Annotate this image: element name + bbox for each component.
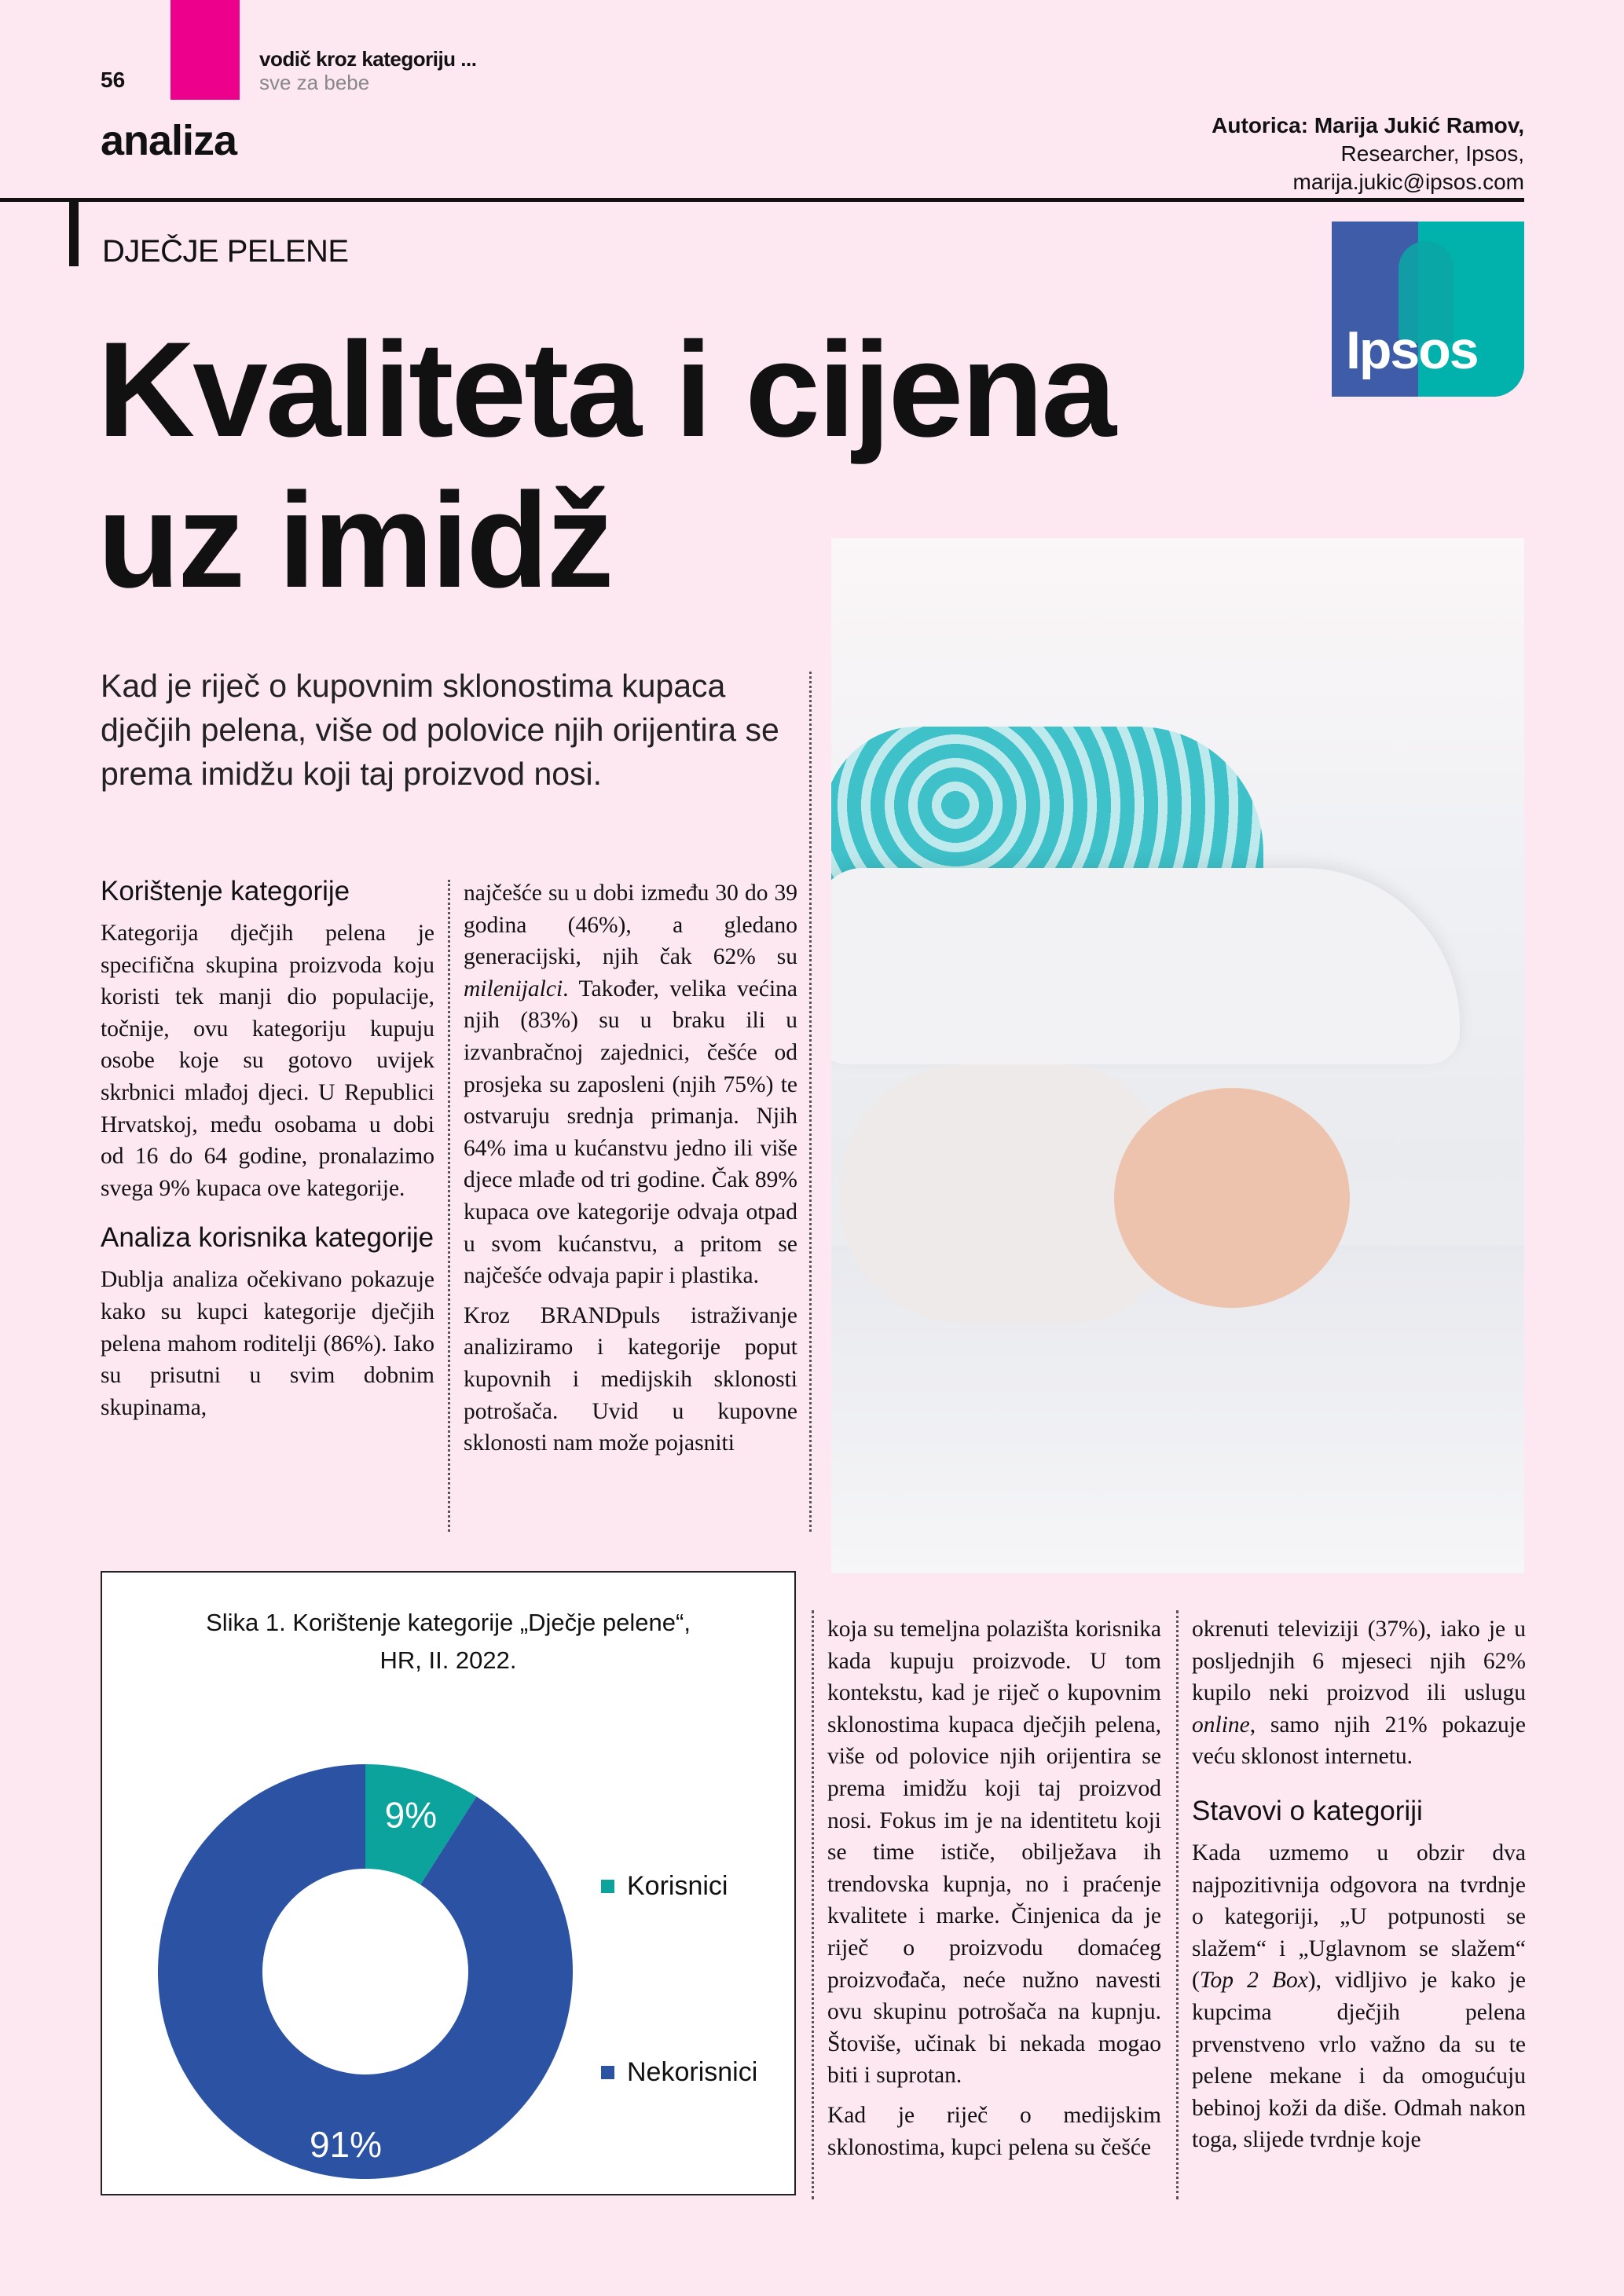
- legend-item-korisnici: Korisnici: [601, 1871, 728, 1902]
- paragraph: Kada uzmemo u obzir dva najpozitivnija odgovora na tvrdnje o kategoriji, „U potpunosti se slažem“ i „Uglavnom se slažem“ (Top 2 Box), vidljivo je kako je kupcima dječjih pelena prvenstveno vrlo važno da su te pelene mekane i da omogućuju bebinoj koži da diše. Odmah nakon toga, slijede tvrdnje koje: [1192, 1840, 1527, 2153]
- header-divider: [0, 198, 1524, 202]
- text-column-3: [827, 1613, 1161, 2171]
- paragraph: Kad je riječ o medijskim sklonostima, kupci pelena su češće: [827, 2102, 1161, 2160]
- data-label-korisnici: 9%: [384, 1794, 438, 1836]
- paragraph: okrenuti televiziji (37%), iako je u posljednjih 6 mjeseci njih 62% kupilo neki proizvod ili uslugu online, samo njih 21% pokazuje veću sklonost internetu.: [1192, 1617, 1526, 1770]
- subheading: Analiza korisnika kategorije: [101, 1222, 434, 1254]
- page-number: 56: [101, 68, 126, 92]
- donut-slice-nekorisnici: [158, 1764, 573, 2179]
- subheading: Stavovi o kategoriji: [1192, 1795, 1423, 1826]
- text-column-2: [464, 877, 797, 1467]
- kicker: DJEČJE PELENE: [102, 234, 349, 269]
- subheading: Korištenje kategorije: [101, 876, 350, 906]
- data-label-nekorisnici: 91%: [309, 2124, 383, 2165]
- title-line-1: Kvaliteta i cijena: [97, 314, 1114, 465]
- chart-figure: [101, 1571, 796, 2195]
- author-block: [1212, 112, 1524, 196]
- column-divider: [809, 672, 812, 1532]
- intro-lead: Kad je riječ o kupovnim sklonostima kupaca dječjih pelena, više od polovice njih orijentira se prema imidžu koji taj proizvod nosi.: [101, 668, 779, 792]
- ipsos-logo: Ipsos: [1332, 222, 1524, 397]
- paragraph: Kategorija dječjih pelena je specifična skupina proizvoda koju koristi tek manji dio populacije, točnije, ovu kategoriju kupuju osobe koje su gotovo uvijek skrbnici mlađoj djeci. U Republici Hrvatskoj, među osobama u dobi od 16 do 64 godine, pronalazimo svega 9% kupaca ove kategorije.: [101, 921, 434, 1201]
- column-divider: [1176, 1610, 1179, 2199]
- paragraph: Dublja analiza očekivano pokazuje kako su kupci kategorije dječjih pelena mahom roditelji (86%). Iako su prisutni u svim dobnim skupinama,: [101, 1267, 434, 1420]
- paragraph: koja su temeljna polazišta korisnika kada kupuju proizvode. U tom kontekstu, kad je riječ o kupovnim sklonostima kupaca dječjih pelena, više od polovice njih orijentira se prema imidžu koji taj proizvod nosi. Fokus im je na identitetu koji se time ističe, obilježava ih trendovska kupnja, no i praćenje kvalitete i marke. Činjenica da je riječ o proizvodu domaćeg proizvođača, neće nužno navesti ovu skupinu potrošača na kupnju. Štoviše, učinak bi nekada mogao biti i suprotan.: [827, 1617, 1161, 2089]
- kicker-bar: [69, 200, 79, 266]
- chart-title: Slika 1. Korištenje kategorije „Dječje pelene“, HR, II. 2022.: [206, 1609, 691, 1674]
- series-title: vodič kroz kategoriju ...: [259, 47, 477, 71]
- author-role: Researcher, Ipsos,: [1340, 141, 1524, 166]
- author-email[interactable]: marija.jukic@ipsos.com: [1292, 170, 1524, 194]
- section-label: analiza: [101, 117, 237, 164]
- text-column-4: [1192, 1613, 1526, 2164]
- paragraph: najčešće su u dobi između 30 do 39 godina (46%), a gledano generacijski, njih čak 62% su milenijalci. Također, velika većina njih (83%) su u braku ili u izvanbračnoj zajednici, češće od prosjeka su zaposleni (njih 75%) te ostvaruju srednja primanja. Njih 64% ima u kućanstvu jedno ili više djece mlađe od tri godine. Čak 89% kupaca ove kategorije odvaja otpad u svom kućanstvu, a pritom se najčešće odvaja papir i plastika.: [464, 881, 797, 1289]
- baby-photo: [831, 538, 1524, 1573]
- text-column-1: [101, 873, 434, 1431]
- column-divider: [812, 1610, 814, 2199]
- column-divider: [448, 880, 450, 1532]
- legend-item-nekorisnici: Nekorisnici: [601, 2057, 757, 2088]
- author-name: Autorica: Marija Jukić Ramov,: [1212, 113, 1524, 137]
- title-line-2: uz imidž: [97, 465, 612, 616]
- series-subtitle: sve za bebe: [259, 71, 370, 94]
- paragraph: Kroz BRANDpuls istraživanje analiziramo i kategorije poput kupovnih i medijskih sklonosti potrošača. Uvid u kupovne sklonosti nam može pojasniti: [464, 1302, 797, 1456]
- header-accent-bar: [170, 0, 240, 100]
